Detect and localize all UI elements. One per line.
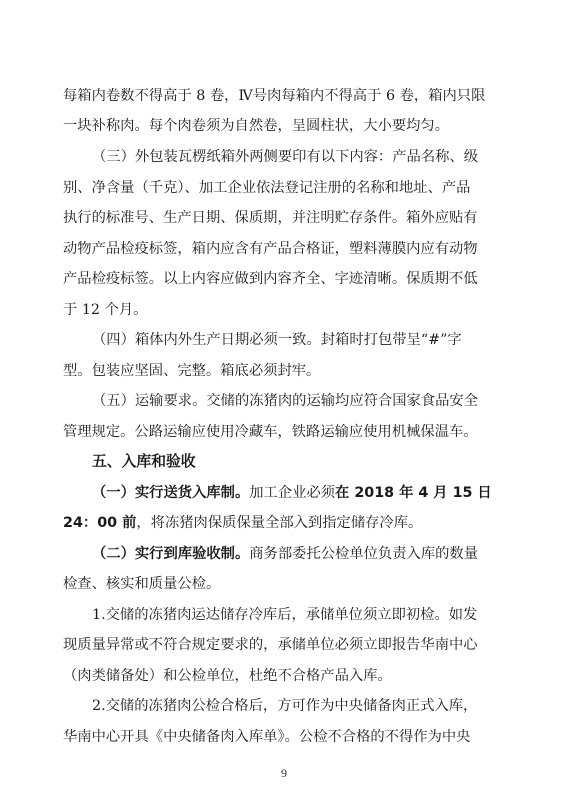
text-line	[92, 483, 523, 503]
text-line: （肉类储备处）和公检单位，杜绝不合格产品入库。	[63, 668, 392, 684]
bold-text: （一）实行送货入库制。	[92, 485, 250, 501]
text-line: （四）箱体内外生产日期必须一致。封箱时打包带呈“#”字	[92, 332, 462, 348]
plain-text: ，将冻猪肉保质保量全部入到指定储存冷库。	[136, 515, 423, 531]
text-line: 1.交储的冻猪肉运达储存冷库后，承储单位须立即初检。如发	[92, 607, 478, 623]
bold-text: 24：00 前	[63, 515, 137, 531]
text-line: 检查、核实和质量公检。	[63, 576, 221, 592]
text-line: 每箱内卷数不得高于 8 卷，Ⅳ号肉每箱内不得高于 6 卷，箱内只限	[63, 88, 486, 104]
text-line	[63, 513, 523, 533]
text-line: （五）运输要求。交储的冻猪肉的运输均应符合国家食品安全	[92, 393, 479, 409]
plain-text: 商务部委托公检单位负责入库的数量	[249, 546, 479, 562]
text-line	[92, 544, 523, 564]
text-line: 于 12 个月。	[63, 302, 148, 318]
bold-text: （二）实行到库验收制。	[92, 546, 250, 562]
text-line: 别、净含量（千克）、加工企业依法登记注册的名称和地址、产品	[63, 180, 471, 196]
text-line: 型。包装应坚固、完整。箱底必须封牢。	[63, 363, 321, 379]
text-line: 一块补称肉。每个肉卷须为自然卷，呈圆柱状，大小要均匀。	[63, 118, 450, 134]
text-line: 执行的标准号、生产日期、保质期，并注明贮存条件。箱外应贴有	[63, 210, 478, 226]
text-line: 2.交储的冻猪肉公检合格后，方可作为中央储备肉正式入库，	[92, 698, 478, 714]
text-line: 动物产品检疫标签，箱内应含有产品合格证，塑料薄膜内应有动物	[63, 241, 478, 257]
text-line: 华南中心开具《中央储备肉入库单》。公检不合格的不得作为中央	[63, 729, 471, 745]
bold-text: 在 2018 年 4 月 15 日	[335, 485, 492, 501]
text-line: 产品检疫标签。以上内容应做到内容齐全、字迹清晰。保质期不低	[63, 271, 478, 287]
text-line: （三）外包装瓦楞纸箱外两侧要印有以下内容：产品名称、级	[92, 149, 479, 165]
text-line: 管理规定。公路运输应使用冷藏车，铁路运输应使用机械保温车。	[63, 424, 478, 440]
section-heading: 五、入库和验收	[92, 453, 196, 470]
plain-text: 加工企业必须	[249, 485, 336, 501]
text-line: 现质量异常或不符合规定要求的，承储单位必须立即报告华南中心	[63, 637, 478, 653]
page-number: 9	[281, 766, 287, 780]
